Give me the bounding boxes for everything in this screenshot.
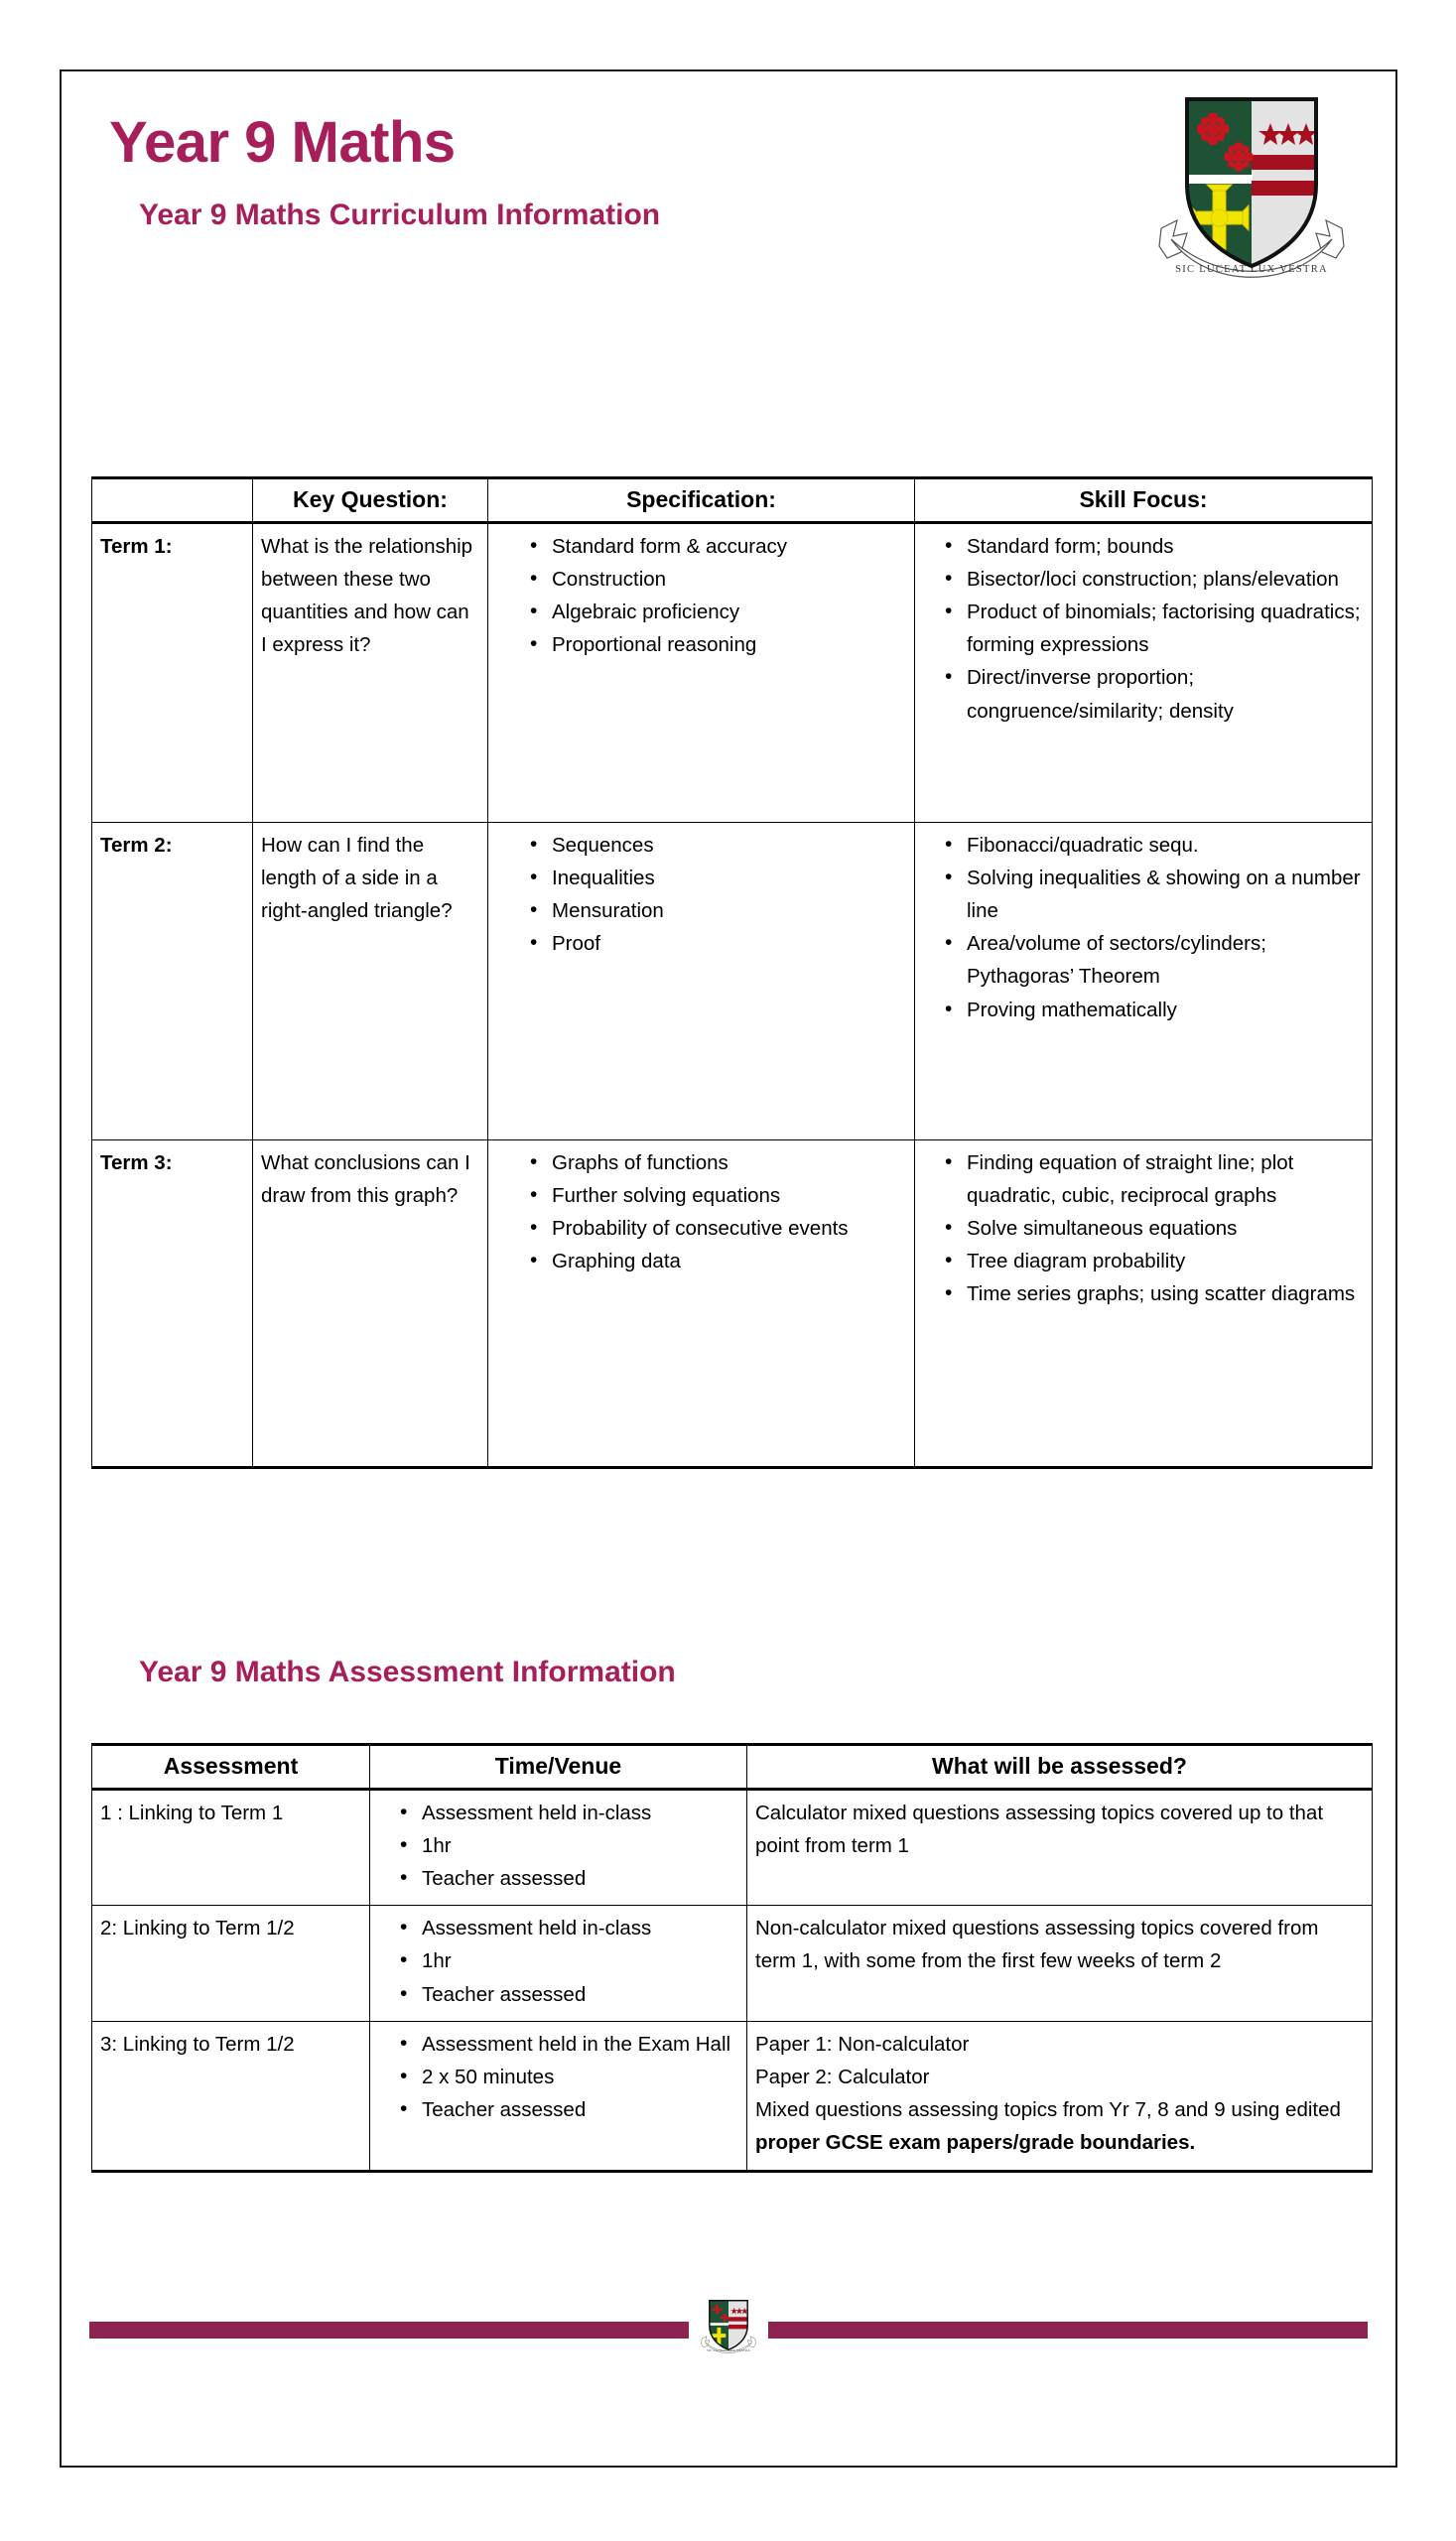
specification-list [496,530,906,662]
column-header-specification: Specification: [488,478,915,523]
curriculum-table-body [92,522,1373,1467]
table-header-row [92,478,1373,523]
assessed-line: Paper 2: Calculator [755,2066,930,2089]
list-item: • Solve simultaneous equations [945,1212,1364,1245]
specification-cell [488,522,915,822]
assessed-line: Calculator mixed questions assessing topics covered up to that point from term 1 [755,1801,1324,1857]
list-item: • Assessment held in the Exam Hall [400,2028,738,2061]
page-border-frame [60,69,1397,2468]
key-question-cell: What is the relationship between these two quantities and how can I express it? [253,522,488,822]
assessed-line-plain: Mixed questions assessing topics from Yr 7, 8 and 9 using edited [755,2098,1341,2122]
list-item: • Solving inequalities & showing on a number line [945,862,1364,927]
assessment-section-title: Year 9 Maths Assessment Information [139,1656,676,1688]
footer-bar-right [768,2322,1368,2339]
list-item: • Proving mathematically [945,994,1364,1026]
specification-list [496,829,906,961]
list-item: • Finding equation of straight line; plot quadratic, cubic, reciprocal graphs [945,1146,1364,1212]
assessed-line: Paper 1: Non-calculator [755,2032,970,2056]
assessment-table [91,1743,1373,2173]
list-item: • Standard form & accuracy [530,530,906,563]
page-title: Year 9 Maths [109,110,456,175]
list-item: • Time series graphs; using scatter diagrams [945,1277,1364,1310]
crest-motto-text: SIC LUCEAT LUX VESTRA [707,2348,750,2353]
column-header-blank [92,478,253,523]
list-item: • Proportional reasoning [530,628,906,661]
column-header-what-assessed: What will be assessed? [747,1745,1373,1790]
key-question-cell: What conclusions can I draw from this graph? [253,1139,488,1467]
column-header-assessment: Assessment [92,1745,370,1790]
specification-cell [488,822,915,1139]
curriculum-table-container [91,476,1372,1469]
assessed-line-bold: proper GCSE exam papers/grade boundaries [755,2131,1190,2155]
list-item: • Area/volume of sectors/cylinders; Pythagoras’ Theorem [945,927,1364,993]
assessed-line-bold-suffix: . [1189,2131,1196,2155]
list-item: • Teacher assessed [400,1978,738,2011]
list-item: • Direct/inverse proportion; congruence/similarity; density [945,661,1364,727]
time-venue-list [378,1797,738,1896]
list-item: • Standard form; bounds [945,530,1364,563]
specification-list [496,1146,906,1278]
table-row [92,822,1373,1139]
assessment-label-cell: 2: Linking to Term 1/2 [92,1906,370,2022]
assessment-table-body [92,1789,1373,2171]
list-item: • Algebraic proficiency [530,596,906,628]
time-venue-list [378,1912,738,2011]
list-item: • Fibonacci/quadratic sequ. [945,829,1364,862]
list-item: • 2 x 50 minutes [400,2061,738,2093]
skill-focus-cell [915,522,1373,822]
footer-crest-slot [689,2288,768,2363]
list-item: • 1hr [400,1829,738,1862]
term-cell: Term 3: [92,1139,253,1467]
time-venue-cell [370,1906,747,2022]
crest-motto-text: SIC LUCEAT LUX VESTRA [1175,264,1328,275]
skill-focus-list [923,530,1364,728]
list-item: • Graphing data [530,1245,906,1277]
term-cell: Term 1: [92,522,253,822]
school-crest-icon [1147,77,1356,291]
assessment-table-container [91,1743,1372,2173]
column-header-key-question: Key Question: [253,478,488,523]
list-item: • Assessment held in-class [400,1797,738,1829]
assessed-description-cell [747,2021,1373,2171]
document-footer [62,2255,1395,2404]
list-item: • Probability of consecutive events [530,1212,906,1245]
term-cell: Term 2: [92,822,253,1139]
table-row [92,1139,1373,1467]
list-item: • Sequences [530,829,906,862]
assessed-line: Non-calculator mixed questions assessing topics covered from term 1, with some from the first few weeks of term 2 [755,1917,1319,1973]
column-header-skill-focus: Skill Focus: [915,478,1373,523]
column-header-time-venue: Time/Venue [370,1745,747,1790]
list-item: • Further solving equations [530,1179,906,1212]
list-item: • Construction [530,563,906,596]
skill-focus-cell [915,822,1373,1139]
curriculum-subtitle: Year 9 Maths Curriculum Information [139,199,661,231]
skill-focus-list [923,829,1364,1026]
school-crest-icon [698,2288,759,2363]
list-item: • 1hr [400,1944,738,1977]
table-row [92,1789,1373,1906]
list-item: • Proof [530,927,906,960]
specification-cell [488,1139,915,1467]
list-item: • Teacher assessed [400,2093,738,2126]
document-header [62,71,1395,310]
list-item: • Graphs of functions [530,1146,906,1179]
list-item: • Mensuration [530,894,906,927]
list-item: • Bisector/loci construction; plans/elevation [945,563,1364,596]
skill-focus-cell [915,1139,1373,1467]
footer-bar-left [89,2322,689,2339]
table-header-row [92,1745,1373,1790]
assessment-label-cell: 3: Linking to Term 1/2 [92,2021,370,2171]
list-item: • Inequalities [530,862,906,894]
time-venue-cell [370,1789,747,1906]
table-row [92,522,1373,822]
list-item: • Teacher assessed [400,1862,738,1895]
time-venue-cell [370,2021,747,2171]
table-row [92,2021,1373,2171]
assessment-label-cell: 1 : Linking to Term 1 [92,1789,370,1906]
list-item: • Product of binomials; factorising quadratics; forming expressions [945,596,1364,661]
curriculum-table [91,476,1373,1469]
list-item: • Tree diagram probability [945,1245,1364,1277]
assessed-description-cell [747,1906,1373,2022]
key-question-cell: How can I find the length of a side in a right-angled triangle? [253,822,488,1139]
assessed-line-mixed [755,2093,1364,2159]
assessed-description-cell [747,1789,1373,1906]
time-venue-list [378,2028,738,2127]
table-row [92,1906,1373,2022]
list-item: • Assessment held in-class [400,1912,738,1944]
skill-focus-list [923,1146,1364,1311]
